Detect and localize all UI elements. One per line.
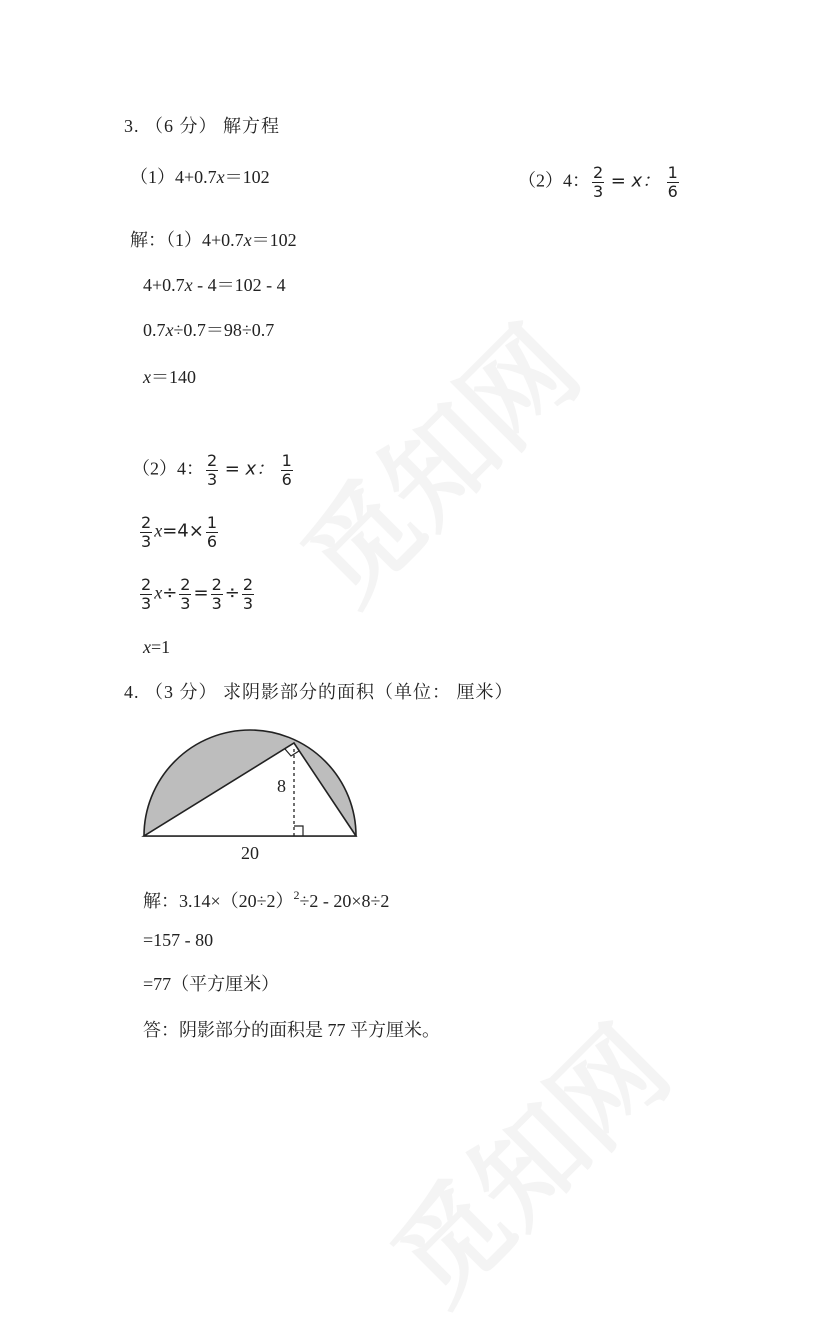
fraction-den: 3 (141, 532, 152, 551)
fraction-num: 1 (667, 163, 678, 182)
sol1-line2-var: x (184, 275, 193, 295)
sol2-line4-b: =1 (151, 637, 171, 657)
sol2-line3 (140, 576, 256, 613)
sol1-line1-a: 解：（1）4+0.7 (130, 230, 244, 250)
sol2-line2-mid: =4× (162, 520, 204, 542)
fraction (667, 164, 679, 201)
q4-sol-line1 (143, 884, 389, 912)
sol1-line2-a: 4+0.7 (143, 275, 185, 295)
sol1-line2 (143, 274, 286, 296)
fraction-num: 1 (281, 451, 292, 470)
fraction-den: 6 (206, 532, 217, 551)
base-label: 20 (241, 843, 259, 863)
fraction-num: 2 (141, 513, 152, 532)
fraction-den: 3 (207, 470, 218, 489)
sol2-line1-label: （2）4： (132, 458, 204, 479)
fraction (211, 576, 223, 613)
sol1-line4 (143, 366, 196, 388)
watermark (262, 286, 607, 631)
fraction-num: 2 (593, 163, 604, 182)
fraction-den: 6 (281, 470, 292, 489)
fraction (592, 164, 604, 201)
sol2-line4-var: x (143, 637, 151, 657)
q4-answer: 答：阴影部分的面积是 77 平方厘米。 (143, 1020, 440, 1040)
fraction-num: 2 (242, 575, 254, 594)
q3-part2-label: （2）4： (518, 170, 590, 191)
q3-part1-var: x (216, 167, 225, 187)
sol2-line3-div: ÷ (162, 582, 178, 604)
sol2-line3-eq: = (193, 582, 209, 604)
fraction (140, 576, 152, 613)
sol1-line4-var: x (143, 367, 151, 387)
sol2-line4 (143, 636, 170, 658)
sol1-line1-b: ＝102 (251, 230, 297, 250)
q3-part1-rest: ＝102 (224, 167, 270, 187)
sol1-line3-var: x (165, 320, 174, 340)
fraction (206, 452, 218, 489)
fraction-num: 1 (206, 513, 217, 532)
sol1-line3 (143, 319, 274, 341)
sol1-line3-a: 0.7 (143, 320, 166, 340)
fraction-den: 3 (211, 594, 222, 613)
fraction-num: 2 (207, 451, 218, 470)
q4-sol-line1-sup: 2 (293, 888, 300, 902)
sol2-line3-var: x (154, 582, 163, 603)
q3-part1 (130, 166, 270, 188)
sol2-line1 (132, 452, 295, 489)
fraction-den: 3 (593, 182, 604, 201)
q4-sol-line1-a: 解：3.14×（20÷2） (143, 891, 294, 911)
sol2-line2-var: x (154, 520, 163, 541)
fraction (179, 576, 191, 613)
fraction-num: 2 (141, 575, 152, 594)
fraction-den: 3 (242, 594, 254, 613)
fraction (140, 514, 152, 551)
q3-part2-mid: = x： (610, 170, 661, 192)
fraction-den: 3 (180, 594, 191, 613)
sol2-line2 (140, 514, 220, 551)
height-label: 8 (277, 776, 286, 796)
q4-sol-line2: =157 - 80 (143, 930, 214, 950)
q3-part2 (518, 164, 681, 201)
q3-heading: 3. （6 分） 解方程 (124, 116, 280, 136)
fraction-den: 3 (141, 594, 152, 613)
sol2-line1-mid: = x： (224, 458, 275, 480)
sol1-line2-b: - 4＝102 - 4 (192, 275, 286, 295)
sol1-line3-b: ÷0.7＝98÷0.7 (173, 320, 275, 340)
fraction (206, 514, 218, 551)
q4-heading: 4. （3 分） 求阴影部分的面积（单位： 厘米） (124, 682, 514, 702)
fraction-num: 2 (211, 575, 222, 594)
fraction-den: 6 (667, 182, 678, 201)
fraction (281, 452, 293, 489)
sol1-line1 (130, 229, 297, 251)
fraction-num: 2 (180, 575, 191, 594)
sol1-line4-b: ＝140 (151, 367, 196, 387)
sol2-line3-div2: ÷ (224, 582, 240, 604)
semicircle-figure (135, 725, 375, 865)
fraction (242, 576, 254, 613)
q4-sol-line3: =77（平方厘米） (143, 974, 280, 994)
sol1-line1-var: x (243, 230, 252, 250)
q3-part1-label: （1）4+0.7 (130, 167, 217, 187)
q4-sol-line1-b: ÷2 - 20×8÷2 (299, 891, 390, 911)
